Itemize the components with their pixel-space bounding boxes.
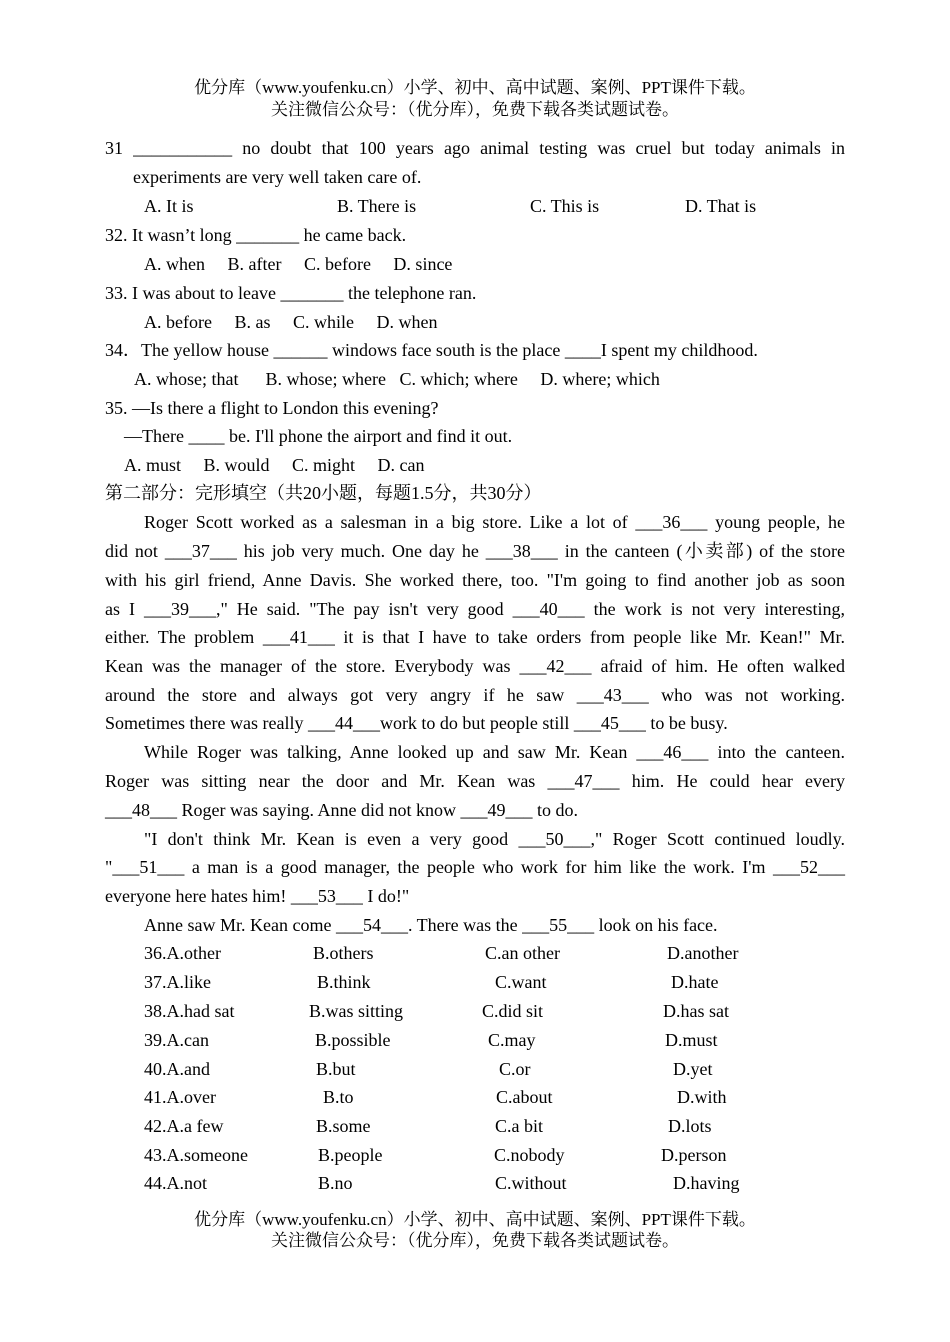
- q31-option-a: A. It is: [144, 196, 194, 216]
- choice-b: B.but: [316, 1059, 356, 1079]
- q35-options: A. must B. would C. might D. can: [124, 455, 425, 475]
- choice-d: D.hate: [671, 972, 719, 992]
- q34-options: A. whose; that B. whose; where C. which; where D. where; which: [134, 369, 660, 389]
- passage-line: with his girl friend, Anne Davis. She worked there, too. "I'm going to find another job as soon: [105, 570, 845, 590]
- choice-a: 40.A.and: [144, 1059, 210, 1079]
- choice-d: D.having: [673, 1173, 740, 1193]
- q34-stem: 34．The yellow house ______ windows face south is the place ____I spent my childhood.: [105, 340, 758, 360]
- passage-line: Anne saw Mr. Kean come ___54___. There was the ___55___ look on his face.: [144, 915, 718, 935]
- passage-line: Kean was the manager of the store. Everybody was ___42___ afraid of him. He often walked: [105, 656, 845, 676]
- choice-d: D.yet: [673, 1059, 713, 1079]
- q31-option-b: B. There is: [337, 196, 417, 216]
- q32-stem: 32. It wasn’t long _______ he came back.: [105, 225, 407, 245]
- header-line-1: 优分库（www.youfenku.cn）小学、初中、高中试题、案例、PPT课件下载。: [194, 78, 756, 97]
- passage-line: around the store and always got very angry if he saw ___43___ who was not working.: [105, 685, 845, 705]
- choice-d: D.must: [665, 1030, 718, 1050]
- choice-d: D.with: [677, 1087, 727, 1107]
- section-2-title: 第二部分：完形填空（共20小题，每题1.5分，共30分）: [105, 483, 542, 503]
- passage-line: "___51___ a man is a good manager, the people who work for him like the work. I'm ___52___: [105, 857, 845, 877]
- passage-line: While Roger was talking, Anne looked up and saw Mr. Kean ___46___ into the canteen.: [144, 742, 845, 762]
- q33-options: A. before B. as C. while D. when: [144, 312, 438, 332]
- choice-a: 44.A.not: [144, 1173, 207, 1193]
- q31-stem-line-1: 31 ___________ no doubt that 100 years ago animal testing was cruel but today animals in: [105, 138, 845, 158]
- q31-option-c: C. This is: [530, 196, 600, 216]
- q35-stem: 35. —Is there a flight to London this evening?: [105, 398, 439, 418]
- choice-a: 42.A.a few: [144, 1116, 224, 1136]
- choice-c: C.about: [496, 1087, 553, 1107]
- q33-stem: 33. I was about to leave _______ the telephone ran.: [105, 283, 477, 303]
- passage-line: Roger Scott worked as a salesman in a big store. Like a lot of ___36___ young people, he: [144, 512, 845, 532]
- passage-line: Sometimes there was really ___44___work to do but people still ___45___ to be busy.: [105, 713, 728, 733]
- choice-c: C.want: [495, 972, 547, 992]
- passage-line: either. The problem ___41___ it is that I have to take orders from people like Mr. Kean!" Mr.: [105, 627, 845, 647]
- choice-b: B.was sitting: [309, 1001, 404, 1021]
- choice-c: C.or: [499, 1059, 531, 1079]
- footer-line-2: 关注微信公众号：（优分库），免费下载各类试题试卷。: [271, 1231, 679, 1250]
- choice-a: 37.A.like: [144, 972, 211, 992]
- choice-c: C.without: [495, 1173, 567, 1193]
- passage-line: everyone here hates him! ___53___ I do!": [105, 886, 410, 906]
- choice-c: C.an other: [485, 943, 560, 963]
- choice-b: B.others: [313, 943, 374, 963]
- choice-b: B.no: [318, 1173, 353, 1193]
- choice-a: 43.A.someone: [144, 1145, 248, 1165]
- passage-line: did not ___37___ his job very much. One day he ___38___ in the canteen (小卖部) of the store: [105, 541, 845, 561]
- passage-line: as I ___39___," He said. "The pay isn't very good ___40___ the work is not very interesting,: [105, 599, 845, 619]
- choice-b: B.to: [323, 1087, 354, 1107]
- choice-d: D.has sat: [663, 1001, 729, 1021]
- header-line-2: 关注微信公众号：（优分库），免费下载各类试题试卷。: [271, 100, 679, 119]
- choice-d: D.lots: [668, 1116, 712, 1136]
- choice-b: B.think: [317, 972, 371, 992]
- choice-d: D.another: [667, 943, 739, 963]
- passage-line: "I don't think Mr. Kean is even a very good ___50___," Roger Scott continued loudly.: [144, 829, 845, 849]
- choice-c: C.nobody: [494, 1145, 565, 1165]
- choice-c: C.a bit: [495, 1116, 543, 1136]
- choice-d: D.person: [661, 1145, 727, 1165]
- choice-b: B.people: [318, 1145, 383, 1165]
- passage-line: Roger was sitting near the door and Mr. Kean was ___47___ him. He could hear every: [105, 771, 845, 791]
- choice-c: C.did sit: [482, 1001, 544, 1021]
- choice-b: B.possible: [315, 1030, 391, 1050]
- passage-line: ___48___ Roger was saying. Anne did not know ___49___ to do.: [105, 800, 578, 820]
- choice-a: 38.A.had sat: [144, 1001, 235, 1021]
- q35-reply: —There ____ be. I'll phone the airport and find it out.: [124, 426, 513, 446]
- choice-a: 39.A.can: [144, 1030, 209, 1050]
- q32-options: A. when B. after C. before D. since: [144, 254, 453, 274]
- footer-line-1: 优分库（www.youfenku.cn）小学、初中、高中试题、案例、PPT课件下载。: [194, 1210, 756, 1229]
- q31-option-d: D. That is: [685, 196, 757, 216]
- choice-b: B.some: [316, 1116, 371, 1136]
- q31-stem-line-2: experiments are very well taken care of.: [133, 167, 422, 187]
- choice-a: 41.A.over: [144, 1087, 216, 1107]
- choice-c: C.may: [488, 1030, 536, 1050]
- choice-a: 36.A.other: [144, 943, 221, 963]
